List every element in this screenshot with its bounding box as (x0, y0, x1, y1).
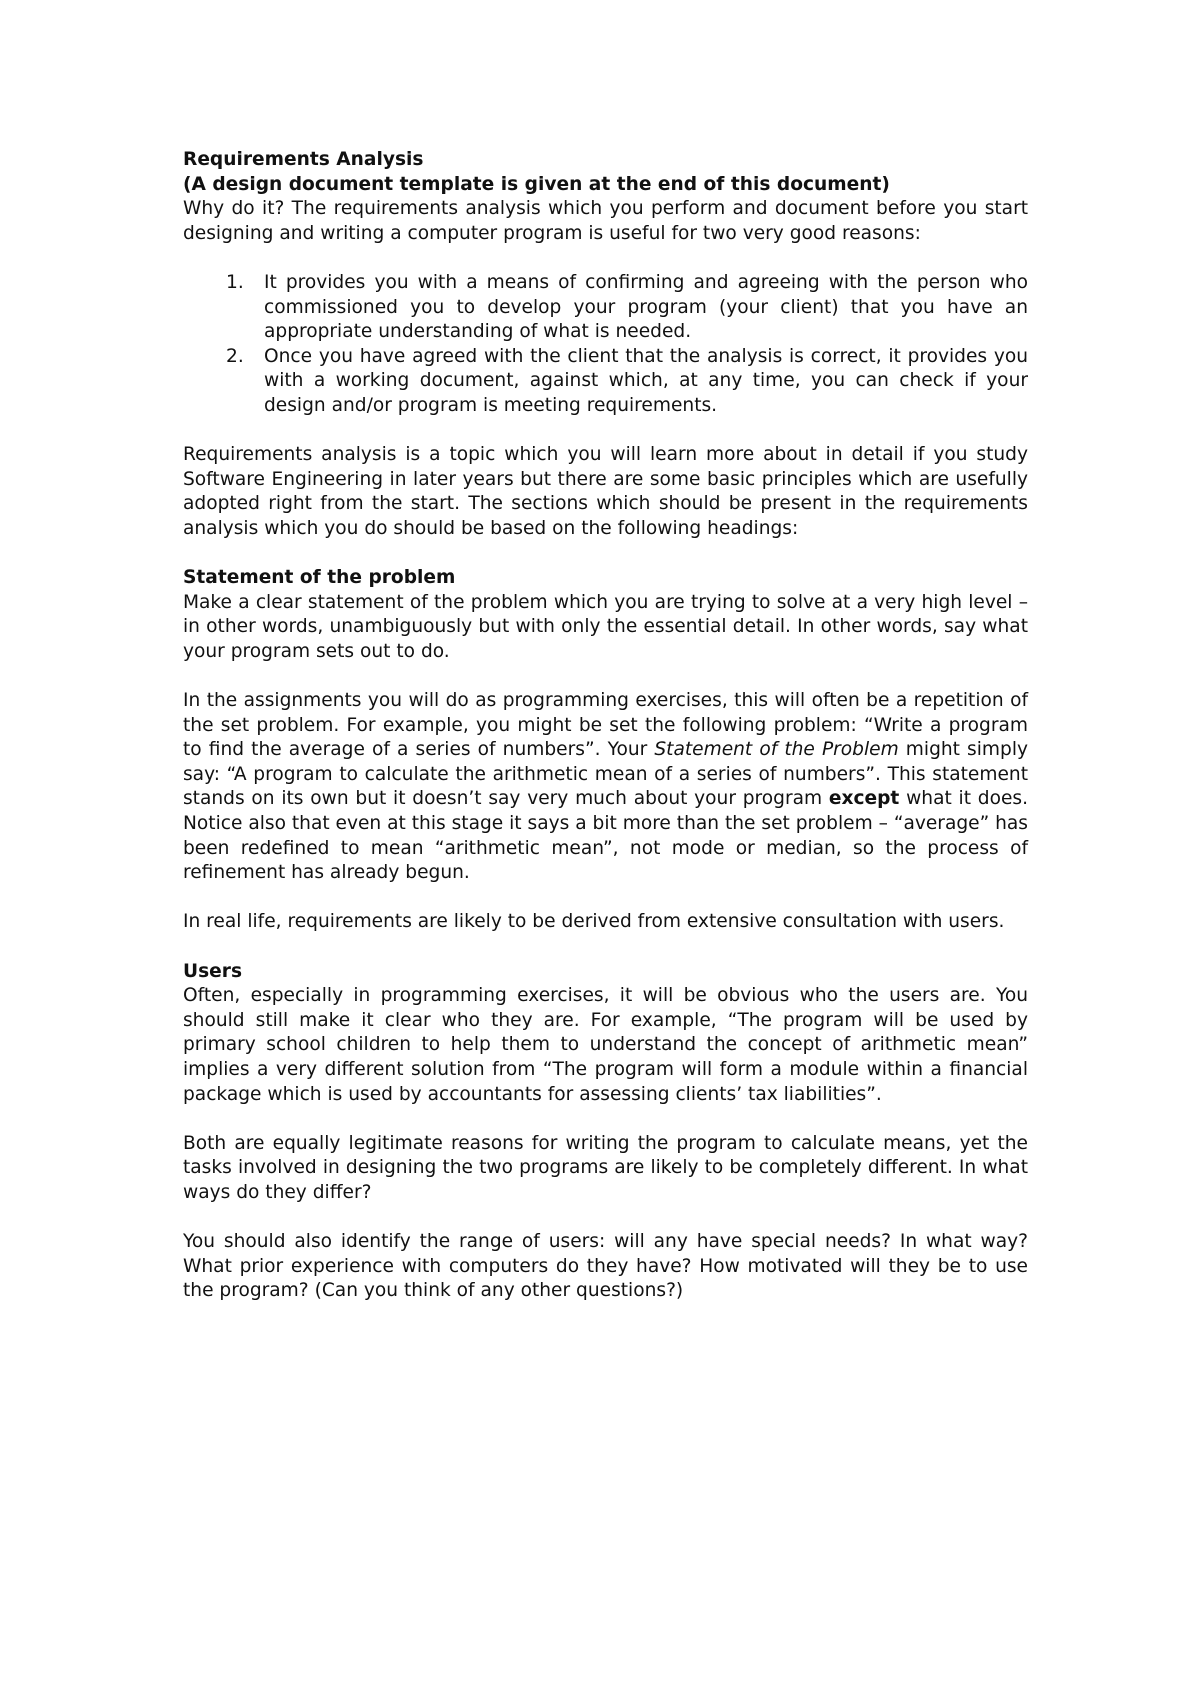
list-item (183, 271, 1028, 345)
text-run: might simply say: “A program to calculate the arithmetic mean of a series of numbers”. This statement stands on its own but it doesn’t say very much about your program (183, 739, 1028, 810)
statement-paragraph-3: In real life, requirements are likely to be derived from extensive consultation with users. (183, 911, 1005, 933)
reasons-list (183, 271, 1028, 419)
users-paragraph-1: Often, especially in programming exercises, it will be obvious who the users are. You should still make it clear who they are. For example, “The program will be used by primary school children to help them to understand the concept of arithmetic mean” implies a very different solution from “The program will form a module within a financial package which is used by accountants for assessing clients’ tax liabilities”. (183, 985, 1028, 1105)
statement-paragraph-1: Make a clear statement of the problem which you are trying to solve at a very high level – in other words, unambiguously but with only the essential detail. In other words, say what your program sets out to do. (183, 591, 1028, 662)
list-number: 1. (226, 271, 244, 293)
list-item (183, 345, 1028, 419)
emphasis-text: Statement of the Problem (654, 739, 899, 761)
spacer (183, 1206, 1028, 1231)
list-number: 2. (226, 345, 244, 367)
statement-paragraph-2 (183, 689, 1028, 886)
bold-text: except (828, 788, 900, 810)
document-subtitle: (A design document template is given at the end of this document) (183, 173, 890, 195)
document-title: Requirements Analysis (183, 149, 424, 170)
list-item-text: Once you have agreed with the client that the analysis is correct, it provides you with a working document, against which, at any time, you can check if your design and/or program is meeting requirements. (264, 345, 1028, 416)
section-heading-users: Users (183, 960, 243, 982)
text-run: what it does. Notice also that even at this stage it says a bit more than the set problem – “average” has been redefined to mean “arithmetic mean”, not mode or median, so the process of refinement has already begun. (183, 788, 1028, 884)
text-run: In the assignments you will do as programming exercises, this will often be a repetition of the set problem. For example, you might be set the following problem: “Write a program to find the average of a series of numbers”. Your (183, 690, 1028, 761)
section-heading-statement: Statement of the problem (183, 567, 456, 589)
principles-paragraph: Requirements analysis is a topic which you will learn more about in detail if you study Software Engineering in later years but there are some basic principles which are usefully adopted right from the start. The sections which should be present in the requirements analysis which you do should be based on the following headings: (183, 444, 1028, 539)
users-paragraph-3: You should also identify the range of users: will any have special needs? In what way? What prior experience with computers do they have? How motivated will they be to use the program? (Can you think of any other questions?) (183, 1231, 1028, 1302)
spacer (183, 886, 1028, 911)
users-paragraph-2: Both are equally legitimate reasons for writing the program to calculate means, yet the tasks involved in designing the two programs are likely to be completely different. In what ways do they differ? (183, 1132, 1028, 1203)
spacer (183, 1107, 1028, 1132)
list-item-text: It provides you with a means of confirming and agreeing with the person who commissioned you to develop your program (your client) that you have an appropriate understanding of what is needed. (264, 271, 1028, 343)
intro-paragraph: Why do it? The requirements analysis which you perform and document before you start designing and writing a computer program is useful for two very good reasons: (183, 198, 1028, 244)
spacer (183, 419, 1028, 444)
spacer (183, 542, 1028, 567)
spacer (183, 664, 1028, 689)
spacer (183, 246, 1028, 271)
spacer (183, 935, 1028, 960)
